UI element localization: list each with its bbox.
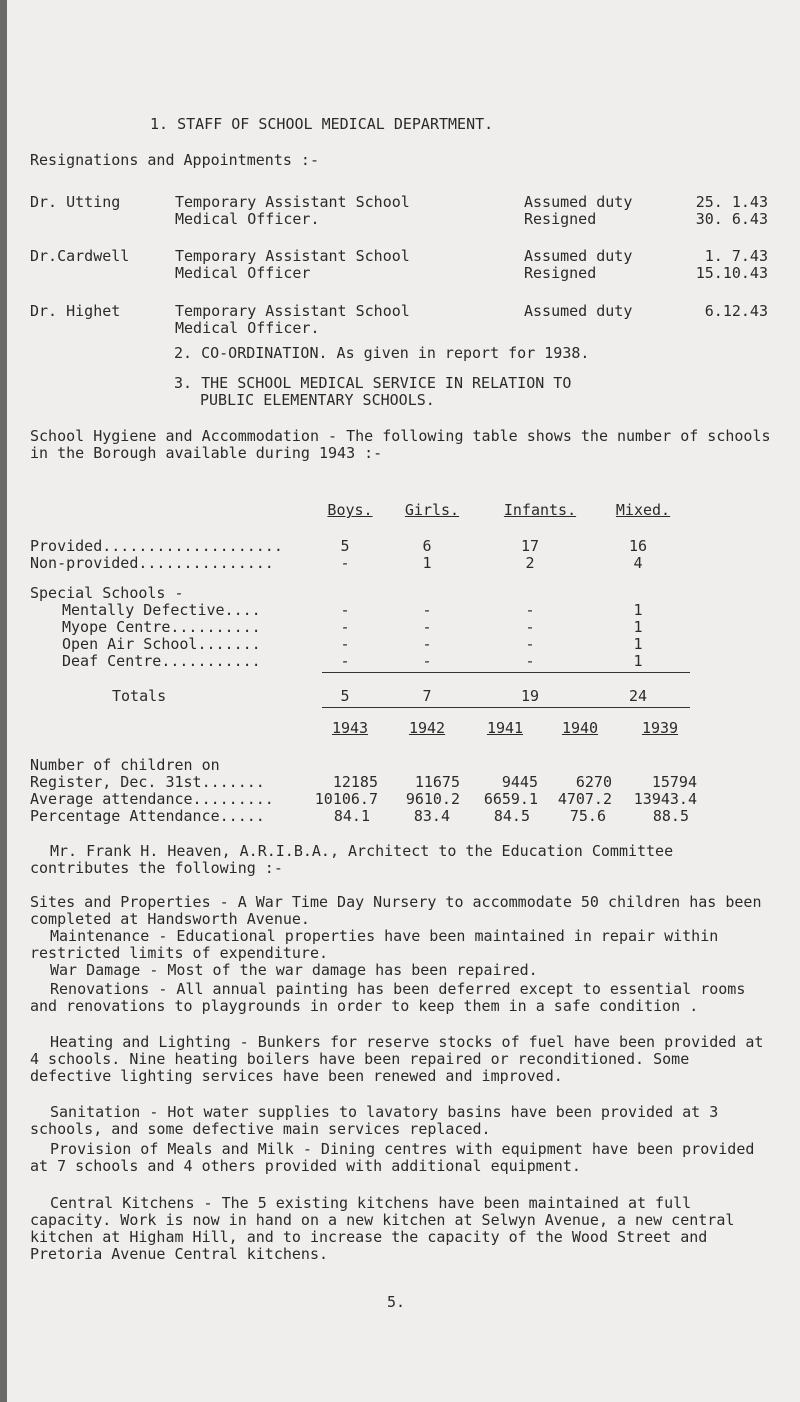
paragraph-war-damage: War Damage - Most of the war damage has been repaired. [50, 961, 538, 979]
cell: 84.1 [333, 807, 370, 825]
paragraph-heating: Heating and Lighting - Bunkers for reserve stocks of fuel have been provided at 4 schools. Nine heating boilers have been repaired or reconditioned. Some defective lighting services have been renewed and improved. [30, 1033, 764, 1085]
cell: 6659.1 [483, 790, 538, 808]
staff-post: Temporary Assistant School [175, 193, 410, 211]
cell: - [422, 635, 432, 653]
staff-date: 25. 1.43 [695, 193, 768, 211]
table-rule [322, 707, 690, 708]
row-label-provided: Provided.................... [30, 537, 283, 555]
paragraph-sites: Sites and Properties - A War Time Day Nursery to accommodate 50 children has been completed at Handsworth Avenue. [30, 893, 762, 928]
paragraph-renovations: Renovations - All annual painting has been deferred except to essential rooms and renovations to playgrounds in order to keep them in a safe condition . [30, 980, 746, 1015]
cell: 9610.2 [405, 790, 460, 808]
year-header: 1942 [408, 719, 446, 737]
row-label-register-line2: Register, Dec. 31st....... [30, 773, 265, 791]
staff-event: Resigned [524, 210, 597, 228]
cell: 1 [633, 635, 643, 653]
staff-post: Medical Officer. [175, 210, 320, 228]
staff-post: Temporary Assistant School [175, 302, 410, 320]
staff-post: Medical Officer. [175, 319, 320, 337]
row-label-special: Open Air School....... [62, 635, 261, 653]
cell: 83.4 [413, 807, 450, 825]
year-header: 1940 [561, 719, 599, 737]
section-heading-coordination: 2. CO-ORDINATION. As given in report for 1938. [174, 344, 590, 362]
row-label-register: Number of children on [30, 756, 220, 774]
cell: 10106.7 [314, 790, 378, 808]
cell: - [340, 618, 350, 636]
page-edge [0, 0, 7, 1402]
architect-intro: Mr. Frank H. Heaven, A.R.I.B.A., Architect to the Education Committee contributes the following :- [30, 842, 674, 877]
staff-date: 30. 6.43 [695, 210, 768, 228]
cell: 1 [633, 652, 643, 670]
cell: - [340, 554, 350, 572]
year-header: 1943 [331, 719, 369, 737]
cell: 7 [422, 687, 432, 705]
cell: - [525, 618, 535, 636]
section-heading-service-line2: PUBLIC ELEMENTARY SCHOOLS. [200, 391, 435, 409]
col-header-mixed: Mixed. [615, 501, 671, 519]
row-label-non-provided: Non-provided............... [30, 554, 274, 572]
cell: - [340, 601, 350, 619]
row-label-totals: Totals [112, 687, 167, 705]
col-header-boys: Boys. [327, 501, 373, 519]
row-label-special: Myope Centre.......... [62, 618, 261, 636]
cell: 5 [340, 687, 350, 705]
staff-date: 1. 7.43 [704, 247, 768, 265]
cell: 1 [633, 601, 643, 619]
resignations-label: Resignations and Appointments :- [30, 151, 319, 169]
cell: 6 [422, 537, 432, 555]
cell: - [340, 652, 350, 670]
section-heading-service: 3. THE SCHOOL MEDICAL SERVICE IN RELATION TO [174, 374, 572, 392]
cell: 16 [628, 537, 648, 555]
special-schools-label: Special Schools - [30, 584, 184, 602]
paragraph-maintenance: Maintenance - Educational properties have been maintained in repair within restricted limits of expenditure. [30, 927, 719, 962]
staff-name: Dr. Utting [30, 193, 121, 211]
cell: 11675 [414, 773, 460, 791]
cell: 17 [520, 537, 540, 555]
hygiene-intro: School Hygiene and Accommodation - The following table shows the number of schools in the Borough available during 1943 :- [30, 427, 771, 462]
row-label-percentage: Percentage Attendance..... [30, 807, 265, 825]
cell: 1 [633, 618, 643, 636]
table-rule [322, 672, 690, 673]
staff-post: Temporary Assistant School [175, 247, 410, 265]
staff-event: Assumed duty [524, 302, 633, 320]
cell: 88.5 [652, 807, 689, 825]
staff-date: 15.10.43 [695, 264, 768, 282]
cell: - [525, 652, 535, 670]
staff-event: Assumed duty [524, 193, 633, 211]
cell: 13943.4 [633, 790, 697, 808]
row-label-special: Deaf Centre........... [62, 652, 261, 670]
cell: 5 [340, 537, 350, 555]
cell: 1 [422, 554, 432, 572]
cell: 4707.2 [557, 790, 612, 808]
cell: - [525, 601, 535, 619]
col-header-girls: Girls. [404, 501, 460, 519]
cell: - [422, 618, 432, 636]
cell: - [422, 652, 432, 670]
paragraph-kitchens: Central Kitchens - The 5 existing kitchens have been maintained at full capacity. Work is now in hand on a new kitchen at Selwyn Avenue, a new central kitchen at Higham Hill, and to increase the capacity of the Wood Street and Pretoria Avenue Central kitchens. [30, 1194, 735, 1263]
cell: 84.5 [493, 807, 530, 825]
cell: 2 [525, 554, 535, 572]
cell: 12185 [332, 773, 378, 791]
cell: - [422, 601, 432, 619]
cell: 4 [633, 554, 643, 572]
cell: - [525, 635, 535, 653]
row-label-average: Average attendance......... [30, 790, 274, 808]
paragraph-meals: Provision of Meals and Milk - Dining centres with equipment have been provided at 7 schools and 4 others provided with additional equipment. [30, 1140, 755, 1175]
cell: 6270 [575, 773, 612, 791]
year-header: 1939 [641, 719, 679, 737]
paragraph-sanitation: Sanitation - Hot water supplies to lavatory basins have been provided at 3 schools, and some defective main services replaced. [30, 1103, 719, 1138]
staff-name: Dr.Cardwell [30, 247, 130, 265]
staff-date: 6.12.43 [704, 302, 768, 320]
page-number: 5. [387, 1293, 406, 1311]
cell: 9445 [501, 773, 538, 791]
cell: 19 [520, 687, 540, 705]
section-heading-staff: 1. STAFF OF SCHOOL MEDICAL DEPARTMENT. [150, 115, 494, 133]
staff-event: Resigned [524, 264, 597, 282]
staff-event: Assumed duty [524, 247, 633, 265]
staff-post: Medical Officer [175, 264, 311, 282]
row-label-special: Mentally Defective.... [62, 601, 261, 619]
staff-name: Dr. Highet [30, 302, 121, 320]
cell: 24 [628, 687, 648, 705]
year-header: 1941 [486, 719, 524, 737]
cell: - [340, 635, 350, 653]
cell: 15794 [651, 773, 697, 791]
col-header-infants: Infants. [503, 501, 577, 519]
cell: 75.6 [569, 807, 606, 825]
